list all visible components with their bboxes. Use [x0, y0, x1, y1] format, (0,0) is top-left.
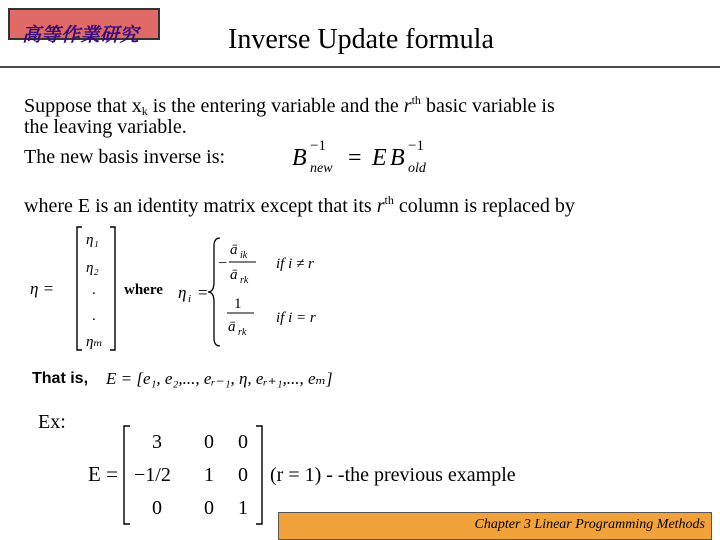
- matrix-cell-3-1: 0: [152, 497, 162, 519]
- body-line-2: the leaving variable.: [24, 116, 187, 138]
- formula-lhs-exp: −1: [310, 138, 326, 154]
- course-logo-text: 高等作業研究: [22, 24, 140, 46]
- formula-lhs-B: B: [292, 145, 307, 171]
- eta-bracket-right: [110, 227, 115, 350]
- case2-denominator: ā: [228, 319, 236, 335]
- case1-denominator: ā: [230, 267, 238, 283]
- that-is-expression: E = [e₁, e₂,..., eᵣ₋₁, η, eᵣ₊₁,..., eₘ]: [106, 369, 333, 388]
- matrix-cell-1-3: 0: [238, 431, 248, 453]
- slide-title: Inverse Update formula: [228, 24, 494, 55]
- line4-sup-th: th: [384, 193, 394, 207]
- title-divider: [0, 66, 720, 68]
- formula-rhs-sub: old: [408, 161, 426, 176]
- formula-eq: =: [348, 145, 362, 171]
- line1-part-b: is the entering variable and the: [147, 95, 404, 117]
- chapter-footer: [278, 512, 712, 540]
- example-note: (r = 1) - -the previous example: [270, 464, 516, 486]
- eta-entry-dot-1: .: [92, 282, 96, 298]
- eta-entry-2: η₂: [86, 260, 99, 276]
- matrix-cell-3-3: 1: [238, 497, 248, 519]
- matrix-bracket-right: [256, 426, 262, 524]
- chapter-footer-text: Chapter 3 Linear Programming Methods: [474, 517, 705, 532]
- matrix-cell-2-1: −1/2: [134, 464, 171, 486]
- basis-inverse-formula: [286, 134, 446, 178]
- where-label: where: [124, 282, 163, 298]
- line4-r: r: [376, 195, 385, 217]
- eta-lhs: η =: [30, 279, 55, 298]
- eta-i-sub: i: [188, 293, 192, 305]
- example-label: Ex:: [38, 411, 66, 433]
- line1-part-c: basic variable is: [420, 95, 555, 117]
- line1-r: r: [403, 95, 412, 117]
- eta-i-eq: =: [198, 283, 208, 302]
- case2-denominator-sub: rk: [238, 327, 247, 338]
- example-lhs: E =: [88, 462, 118, 486]
- case1-numerator: ā: [230, 242, 238, 258]
- matrix-cell-1-1: 3: [152, 431, 162, 453]
- matrix-bracket-left: [124, 426, 130, 524]
- eta-i: η: [178, 283, 187, 302]
- course-logo: [8, 8, 160, 46]
- eta-entry-dot-2: .: [92, 308, 96, 324]
- line1-sup-th: th: [411, 93, 421, 107]
- line4-part-a: where E is an identity matrix except that its: [24, 195, 377, 217]
- case1-condition: if i ≠ r: [276, 256, 314, 272]
- case1-numerator-sub: ik: [240, 250, 248, 261]
- formula-rhs-exp: −1: [408, 138, 424, 154]
- eta-entry-m: ηₘ: [86, 334, 103, 350]
- matrix-cell-2-3: 0: [238, 464, 248, 486]
- formula-lhs-sub: new: [310, 161, 333, 176]
- line4-part-b: column is replaced by: [393, 195, 575, 217]
- case2-numerator: 1: [234, 296, 242, 312]
- that-is-label: That is,: [32, 370, 89, 387]
- line1-part-a: Suppose that x: [24, 95, 142, 117]
- eta-entry-1: η₁: [86, 232, 99, 248]
- body-line-4: [24, 188, 575, 218]
- formula-rhs-B: B: [390, 145, 405, 171]
- formula-rhs-E: E: [372, 145, 387, 171]
- line1-subscript-k: k: [141, 104, 148, 118]
- case1-denominator-sub: rk: [240, 275, 249, 286]
- eta-bracket-left: [77, 227, 82, 350]
- case1-minus: −: [218, 255, 228, 272]
- matrix-cell-2-2: 1: [204, 464, 214, 486]
- matrix-cell-1-2: 0: [204, 431, 214, 453]
- matrix-cell-3-2: 0: [204, 497, 214, 519]
- case2-condition: if i = r: [276, 310, 316, 326]
- body-line-3: The new basis inverse is:: [24, 146, 226, 168]
- eta-vector-definition: [20, 222, 360, 358]
